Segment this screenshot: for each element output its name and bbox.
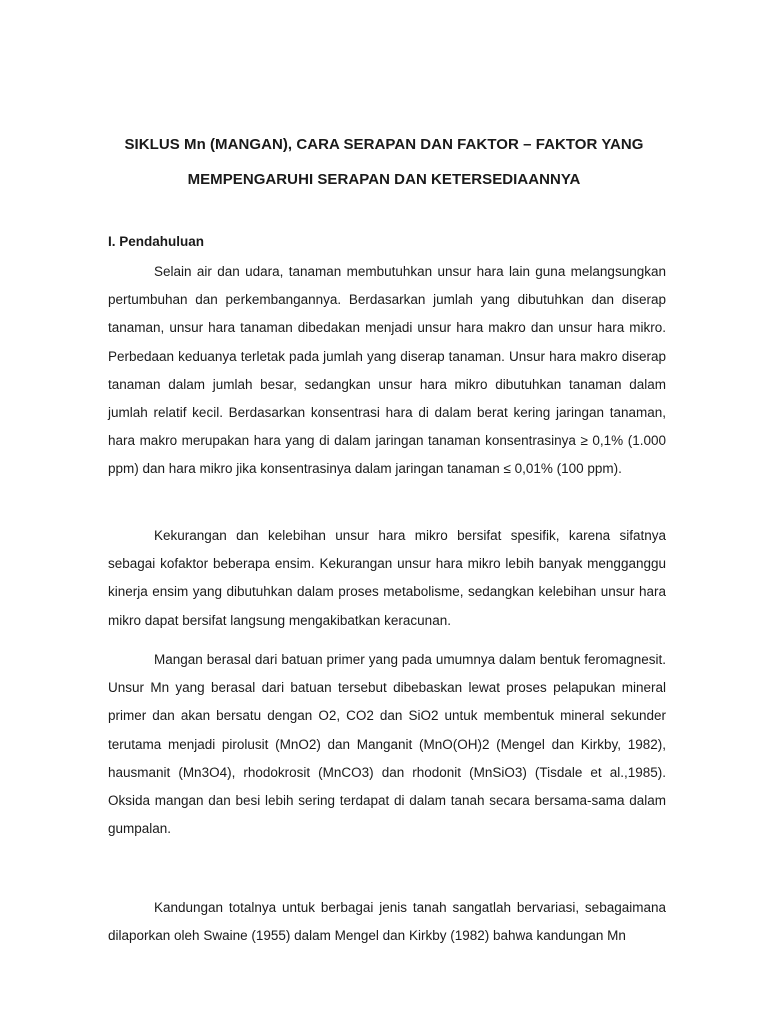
section-heading: I. Pendahuluan: [108, 234, 205, 249]
paragraph-manganese-origin: Mangan berasal dari batuan primer yang pada umumnya dalam bentuk feromagnesit. Unsur Mn yang berasal dari batuan tersebut dibebaskan lewat proses pelapukan mineral primer dan akan bersatu dengan O2, CO2 dan SiO2 untuk membentuk mineral sekunder terutama menjadi pirolusit (MnO2) dan Manganit (MnO(OH)2 (Mengel dan Kirkby, 1982), hausmanit (Mn3O4), rhodokrosit (MnCO3) dan rhodonit (MnSiO3) (Tisdale et al.,1985). Oksida mangan dan besi lebih sering terdapat di dalam tanah secara bersama-sama dalam gumpalan.: [108, 652, 666, 837]
paragraph-total-content: Kandungan totalnya untuk berbagai jenis tanah sangatlah bervariasi, sebagaimana dilaporkan oleh Swaine (1955) dalam Mengel dan Kirkby (1982) bahwa kandungan Mn: [108, 900, 666, 944]
paragraph-micronutrient: Kekurangan dan kelebihan unsur hara mikro bersifat spesifik, karena sifatnya sebagai kofaktor beberapa ensim. Kekurangan unsur hara mikro lebih banyak mengganggu kinerja ensim yang dibutuhkan dalam proses metabolisme, sedangkan kelebihan unsur hara mikro dapat bersifat langsung mengakibatkan keracunan.: [108, 528, 666, 628]
document-title-line-2: MEMPENGARUHI SERAPAN DAN KETERSEDIAANNYA: [187, 171, 581, 188]
document-title-line-1: SIKLUS Mn (MANGAN), CARA SERAPAN DAN FAKTOR – FAKTOR YANG: [124, 136, 644, 153]
paragraph-intro: Selain air dan udara, tanaman membutuhkan unsur hara lain guna melangsungkan pertumbuhan dan perkembangannya. Berdasarkan jumlah yang dibutuhkan dan diserap tanaman, unsur hara tanaman dibedakan menjadi unsur hara makro dan unsur hara mikro. Perbedaan keduanya terletak pada jumlah yang diserap tanaman. Unsur hara makro diserap tanaman dalam jumlah besar, sedangkan unsur hara mikro dibutuhkan tanaman dalam jumlah relatif kecil. Berdasarkan konsentrasi hara di dalam berat kering jaringan tanaman, hara makro merupakan hara yang di dalam jaringan tanaman konsentrasinya ≥ 0,1% (1.000 ppm) dan hara mikro jika konsentrasinya dalam jaringan tanaman ≤ 0,01% (100 ppm).: [108, 264, 666, 477]
